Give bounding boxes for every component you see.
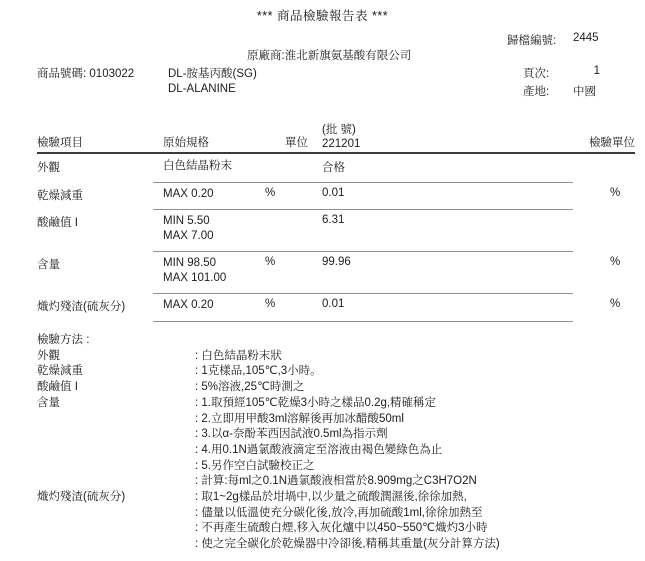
- archive-number-value: 2445: [573, 32, 599, 44]
- row-result-unit: %: [610, 186, 621, 199]
- column-header-unit: 單位: [285, 137, 308, 149]
- method-lines: [195, 364, 637, 380]
- method-entry: [37, 380, 637, 396]
- row-result-unit: %: [610, 256, 621, 268]
- row-spec: [163, 214, 273, 243]
- page-number-label: 頁次:: [523, 68, 550, 80]
- row-result: 0.01: [322, 186, 345, 199]
- origin-value: 中國: [573, 86, 596, 98]
- method-line: : 取1~2g樣品於坩堝中,以少量之硫酸潤濕後,徐徐加熱,: [195, 491, 467, 504]
- spec-table: [37, 124, 635, 322]
- methods-list: [37, 349, 637, 553]
- column-header-check-unit: 檢驗單位: [589, 137, 635, 149]
- methods-section-title: 檢驗方法 :: [37, 334, 90, 346]
- table-row: [37, 209, 635, 251]
- method-label: 乾燥減重: [37, 365, 83, 378]
- methods-section: [37, 333, 637, 553]
- row-spec-line: 白色結晶粉末: [163, 160, 232, 172]
- row-spec-line: MIN 98.50: [163, 257, 217, 269]
- row-result-unit: %: [610, 298, 621, 310]
- archive-number-label: 歸檔編號:: [507, 35, 557, 47]
- method-line: : 儘量以低溫使充分碳化後,放冷,再加硫酸1ml,徐徐加熱至: [195, 506, 483, 519]
- method-line: : 不再產生硫酸白煙,移入灰化爐中以450~550℃熾灼3小時: [195, 522, 488, 535]
- method-line: : 1.取預經105℃乾燥3小時之樣品0.2g,精確稱定: [195, 396, 437, 409]
- column-header-spec: 原始規格: [163, 137, 209, 149]
- row-spec-line: MAX 101.00: [163, 271, 227, 284]
- origin-label: 產地:: [523, 86, 550, 98]
- product-code: [37, 65, 134, 81]
- batch-number: 221201: [322, 137, 361, 150]
- row-spec: [163, 256, 276, 285]
- method-entry: [37, 364, 637, 380]
- product-code-label: 商品號碼:: [37, 68, 87, 80]
- method-label: 外觀: [37, 349, 60, 362]
- method-label: 酸鹼值 I: [37, 381, 78, 394]
- row-spec-line: MAX 7.00: [163, 229, 214, 242]
- method-line: : 1克樣品,105℃,3小時。: [195, 365, 322, 378]
- row-item-label: 含量: [37, 259, 60, 271]
- method-line: : 計算:每ml之0.1N過氯酸液相當於8.909mg之C3H7O2N: [195, 475, 477, 488]
- product-code-value: 0103022: [89, 68, 135, 80]
- method-line: : 5.另作空白試驗校正之: [195, 459, 315, 472]
- report-title: *** 商品檢驗報告表 ***: [256, 9, 389, 23]
- method-line: : 3.以α-奈酚苯西因試液0.5ml為指示劑: [195, 428, 388, 441]
- method-lines: [195, 490, 637, 553]
- column-header-batch: [322, 124, 360, 151]
- row-spec-line: MIN 5.50: [163, 215, 210, 227]
- row-spec-line: MAX 0.20: [163, 299, 214, 311]
- row-item-label: 外觀: [37, 162, 60, 174]
- spec-table-body: [37, 154, 635, 321]
- method-entry: [37, 396, 637, 490]
- row-item-label: 熾灼殘渣(硫灰分): [37, 301, 126, 313]
- method-line: : 白色結晶粉末狀: [195, 349, 282, 362]
- manufacturer-name: 原廠商:淮北新旗氨基酸有限公司: [247, 50, 412, 62]
- spec-table-header: [37, 124, 635, 154]
- row-item-label: 乾燥減重: [37, 189, 83, 202]
- product-name-chinese: DL-胺基丙酸(SG): [168, 68, 257, 80]
- row-spec: [163, 186, 276, 202]
- method-line: : 5%溶液,25℃時測之: [195, 381, 305, 394]
- table-row: [37, 293, 635, 321]
- method-line: : 2.立即用甲酸3ml溶解後再加冰醋酸50ml: [195, 412, 404, 425]
- method-label: 熾灼殘渣(硫灰分): [37, 491, 126, 504]
- method-lines: [195, 396, 637, 490]
- method-entry: [37, 490, 637, 553]
- row-result: 0.01: [322, 298, 345, 310]
- row-spec-line: MAX 0.20: [163, 187, 214, 200]
- method-line: : 使之完全碳化於乾燥器中冷卻後,精稱其重量(灰分計算方法): [195, 538, 500, 551]
- method-entry: [37, 349, 637, 365]
- product-name-english: DL-ALANINE: [168, 83, 236, 95]
- batch-label: (批 號): [322, 124, 356, 136]
- row-result: 6.31: [322, 214, 345, 226]
- row-spec: [163, 159, 273, 174]
- table-row: [37, 154, 635, 182]
- column-header-item: 檢驗項目: [37, 137, 83, 149]
- row-item-label: 酸鹼值 I: [37, 217, 78, 229]
- row-result: 99.96: [322, 256, 351, 268]
- method-lines: [195, 349, 637, 365]
- row-unit: %: [265, 256, 276, 268]
- method-line: : 4.用0.1N過氯酸液滴定至溶液由褐色變綠色為止: [195, 443, 443, 456]
- table-row: [37, 182, 635, 210]
- row-spec: [163, 298, 276, 313]
- row-unit: %: [265, 186, 276, 199]
- row-result: 合格: [322, 162, 345, 174]
- table-bottom-rule: [153, 321, 573, 322]
- method-label: 含量: [37, 396, 60, 409]
- row-unit: %: [265, 298, 276, 310]
- table-row: [37, 251, 635, 293]
- method-lines: [195, 380, 637, 396]
- page-number-value: 1: [593, 65, 600, 77]
